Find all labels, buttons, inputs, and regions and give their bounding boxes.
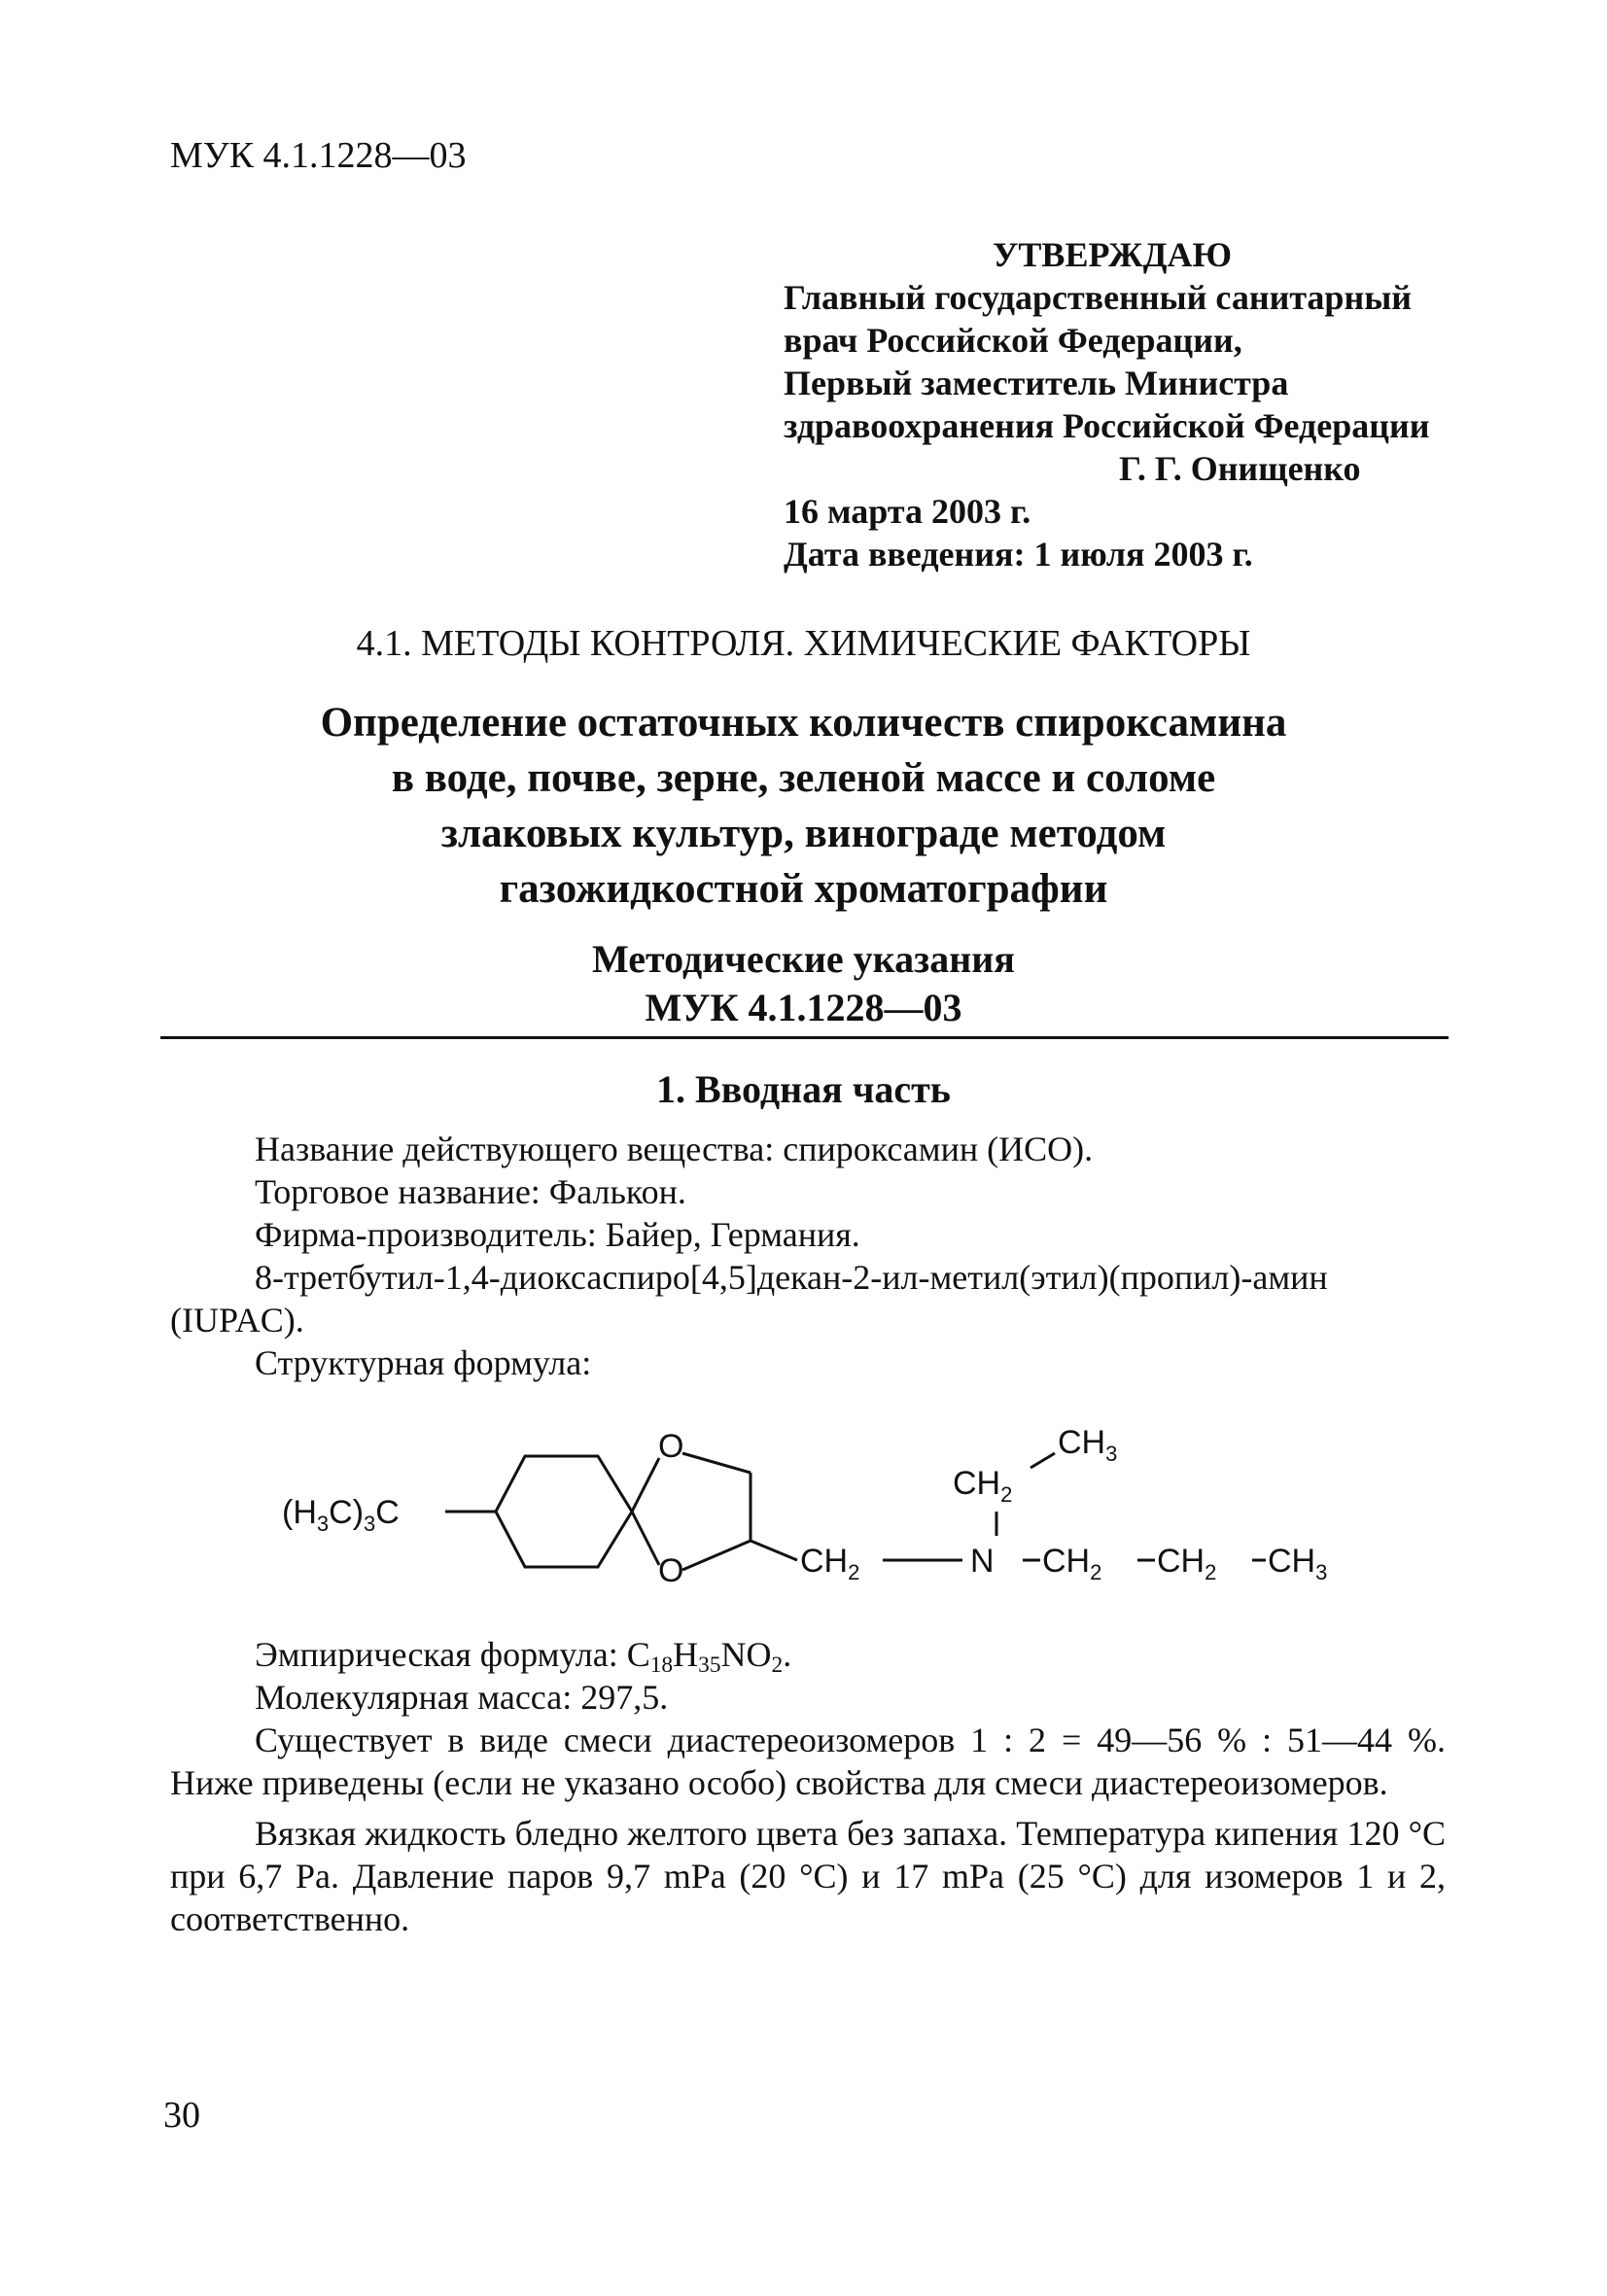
approval-date: 16 марта 2003 г. — [784, 492, 1031, 531]
physical-properties-paragraph: Вязкая жидкость бледно желтого цвета без запаха. Температура кипения 120 °C при 6,7 Pa. Давление паров 9,7 mPa (20 °C) и 17 mPa (25 °C) для изомеров 1 и 2, соответственно. — [170, 1814, 1446, 1938]
tert-butyl-group: $(H_3C)_3C$ — [282, 1494, 400, 1536]
manufacturer: Фирма-производитель: Байер, Германия. — [255, 1215, 860, 1254]
intro-text-block — [170, 1128, 1446, 1384]
methylene-group: $CH_2$ — [800, 1543, 860, 1584]
ethyl-methyl-group: $CH_3$ — [1058, 1424, 1118, 1466]
document-code: МУК 4.1.1228—03 — [170, 135, 467, 176]
approval-line: Первый заместитель Министра — [784, 364, 1289, 402]
document-title — [0, 695, 1607, 917]
structural-formula — [282, 1414, 1371, 1599]
section-caption: 4.1. МЕТОДЫ КОНТРОЛЯ. ХИМИЧЕСКИЕ ФАКТОРЫ — [356, 623, 1251, 664]
title-line: газожидкостной хроматографии — [499, 866, 1108, 912]
oxygen-atom: O — [658, 1552, 684, 1589]
title-line: злаковых культур, винограде методом — [440, 811, 1167, 856]
approval-line: врач Российской Федерации, — [784, 321, 1242, 360]
molar-mass: Молекулярная масса: 297,5. — [255, 1678, 669, 1717]
diastereomer-paragraph: Существует в виде смеси диастереоизомеров 1 : 2 = 49—56 % : 51—44 %. Ниже приведены (если не указано особо) свойства для смеси диастереоизомеров. — [170, 1721, 1446, 1802]
propyl-methylene-group: $CH_2$ — [1042, 1543, 1102, 1584]
approval-line: Главный государственный санитарный — [784, 278, 1413, 317]
title-line: Определение остаточных количеств спироксамина — [320, 700, 1287, 746]
approval-block — [784, 233, 1429, 575]
trade-name: Торговое название: Фалькон. — [255, 1172, 686, 1211]
approval-title: УТВЕРЖДАЮ — [993, 235, 1233, 274]
horizontal-rule — [160, 1036, 1449, 1039]
properties-text-block — [170, 1633, 1446, 1940]
subtitle-code: МУК 4.1.1228—03 — [645, 986, 962, 1029]
subtitle-line: Методические указания — [592, 937, 1015, 981]
propyl-methyl-group: $CH_3$ — [1268, 1543, 1328, 1584]
page-number: 30 — [163, 2095, 200, 2136]
nitrogen-atom: N — [970, 1543, 995, 1580]
oxygen-atom: O — [658, 1428, 684, 1465]
substance-name: Название действующего вещества: спироксамин (ИСО). — [255, 1130, 1094, 1168]
ethyl-methylene-group: $CH_2$ — [953, 1465, 1013, 1507]
approval-line: здравоохранения Российской Федерации — [784, 406, 1430, 445]
introduction-date: Дата введения: 1 июля 2003 г. — [784, 535, 1253, 574]
iupac-name: 8-третбутил-1,4-диоксаспиро[4,5]декан-2-ил-метил(этил)(пропил)-амин (IUPAC). — [170, 1258, 1328, 1339]
intro-heading: 1. Вводная часть — [656, 1067, 951, 1111]
propyl-methylene-group: $CH_2$ — [1157, 1543, 1217, 1584]
approver-name: Г. Г. Онищенко — [1119, 449, 1361, 488]
empirical-formula: Эмпирическая формула: $C_{18}H_{35}NO_2$. — [255, 1635, 792, 1678]
title-line: в воде, почве, зерне, зеленой массе и соломе — [391, 755, 1216, 801]
formula-bonds — [445, 1453, 1266, 1570]
structural-formula-label: Структурная формула: — [255, 1343, 592, 1382]
document-subtitle — [0, 935, 1607, 1032]
